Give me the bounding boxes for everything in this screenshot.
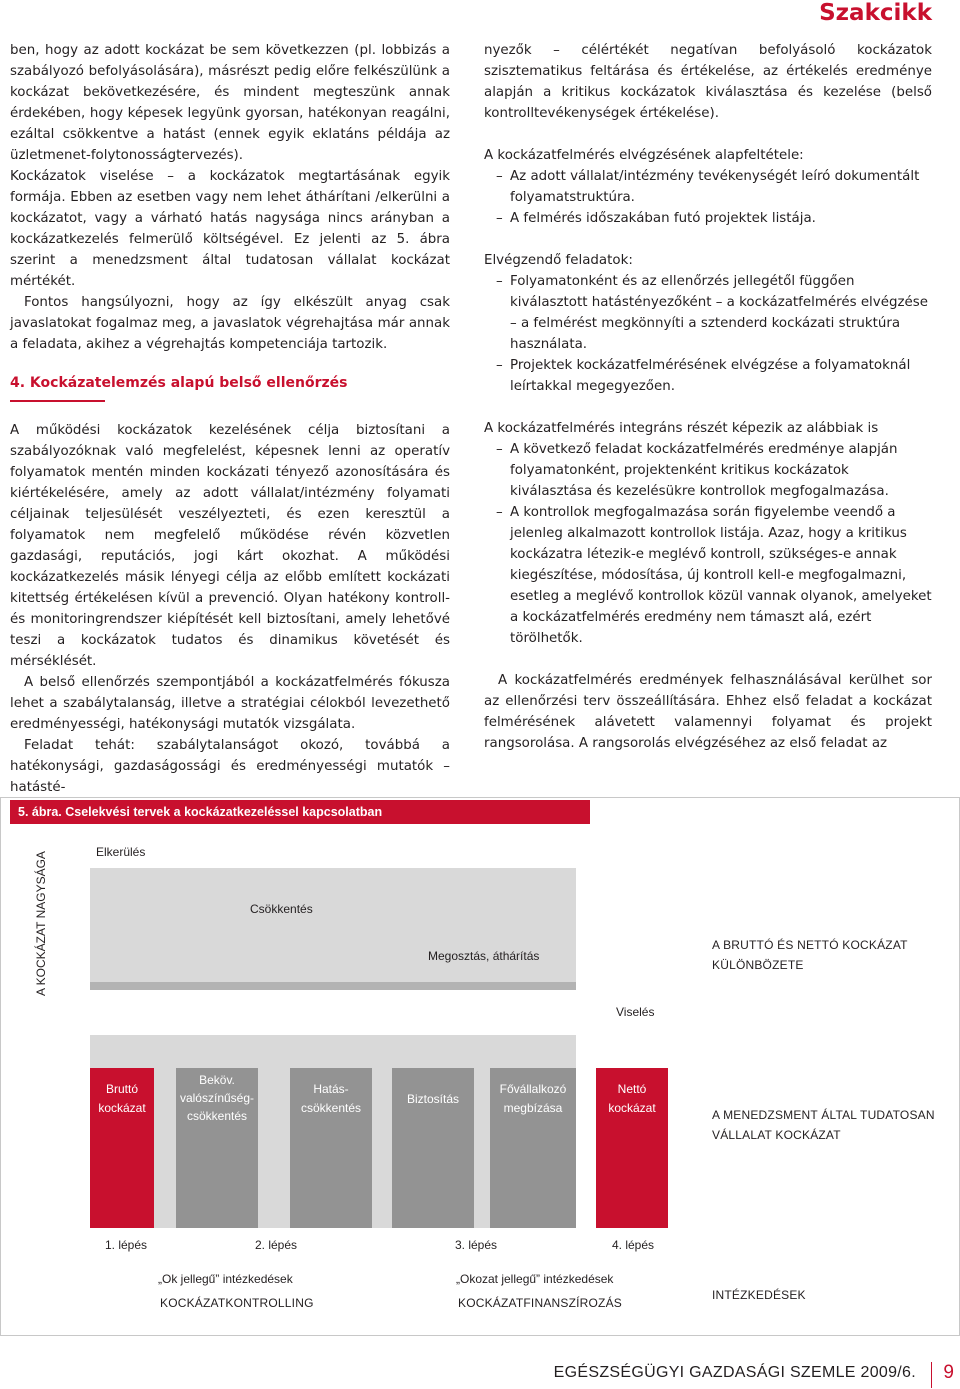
step-text: kockázat bbox=[608, 1101, 656, 1115]
list-item-text: A felmérés időszakában futó projektek listája. bbox=[510, 211, 816, 226]
label-accepted-line2: VÁLLALAT KOCKÁZAT bbox=[712, 1128, 841, 1142]
dash-mark: – bbox=[496, 274, 503, 289]
section-tag: Szakcikk bbox=[819, 0, 932, 26]
list1-intro: A kockázatfelmérés elvégzésének alapfeltétele: bbox=[484, 148, 804, 163]
left-paragraph-2: Kockázatok viselése – a kockázatok megtartásának egyik formája. Ebben az esetben vagy nem lehet áthárítani /elkerülni a kockázatot, vagy a várható hatás nagysága nincs arányban a kockázatkezelés felmerülő költségével. Ez jelenti az 5. ábra szerint a menedzsment által tudatosan vállalat kockázat mértékét. bbox=[10, 169, 450, 289]
level-label-viseles: Viselés bbox=[616, 1005, 655, 1019]
label-accepted-line1: A MENEDZSMENT ÁLTAL TUDATOSAN bbox=[712, 1108, 935, 1122]
phase-label-4: 4. lépés bbox=[612, 1238, 655, 1252]
list-item bbox=[484, 439, 932, 502]
level-label-csokkentes: Csökkentés bbox=[250, 902, 313, 916]
left-paragraph-5: A belső ellenőrzés szempontjából a kockázatfelmérés fókusza lehet a szabálytalanság, illetve a stratégiai célokból levezethető eredményességi, hatékonysági mutatók vizsgálata. bbox=[10, 675, 450, 732]
figure-title: 5. ábra. Cselekvési tervek a kockázatkezeléssel kapcsolatban bbox=[10, 800, 590, 824]
level-bar-megosztas bbox=[90, 982, 576, 990]
label-measures: INTÉZKEDÉSEK bbox=[712, 1288, 806, 1302]
step-text: csökkentés bbox=[300, 1101, 362, 1115]
dash-mark: – bbox=[496, 211, 503, 226]
dash-mark: – bbox=[496, 358, 503, 373]
list-item-text: Folyamatonként és az ellenőrzés jellegétől függően kiválasztott hatástényezőként – a kockázatfelmérés elvégzése – a felmérést megkönnyíti a sztenderd kockázati struktúra használata. bbox=[510, 274, 928, 352]
step-text: Bruttó bbox=[105, 1082, 138, 1096]
list3 bbox=[484, 439, 932, 649]
list-item bbox=[484, 502, 932, 649]
step-text: Biztosítás bbox=[406, 1092, 460, 1106]
left-paragraph-4: A működési kockázatok kezelésének célja biztosítani a szabályozóknak való megfelelést, képesnek lenni az operatív folyamatok mentén minden kockázati tényező azonosítására és kiértékelésére, amely az adott vállalat/intézmény folyamati céljainak teljesülését veszélyezteti, és ezen keresztül a folyamatok nem megfelelő működése révén közvetlen gazdasági, reputációs, jogi kárt okozhat. A működési kockázatkezelés másik lényegi célja az előbb említett kockázati kitettség értékelésen kívül a prevenció. Olyan hatékony kontroll- és monitoringrendszer kiépítését kell biztosítani, amely lehetővé teszi a kockázatok tudatos és dinamikus követését és mérséklését. bbox=[10, 423, 450, 669]
step-label-contractor bbox=[490, 1080, 576, 1118]
step-label-net bbox=[596, 1080, 668, 1118]
page-footer bbox=[0, 1362, 960, 1384]
level-label-megosztas: Megosztás, áthárítás bbox=[428, 949, 540, 963]
list-item-text: Az adott vállalat/intézmény tevékenységét leíró dokumentált folyamatstruktúra. bbox=[510, 169, 920, 205]
section-heading: 4. Kockázatelemzés alapú belső ellenőrzés bbox=[10, 375, 348, 391]
phase-label-3: 3. lépés bbox=[455, 1238, 498, 1252]
step-text: Fővállalkozó bbox=[499, 1082, 567, 1096]
list-item bbox=[484, 271, 932, 355]
list2 bbox=[484, 271, 932, 397]
step-text: megbízása bbox=[503, 1101, 563, 1115]
list-item bbox=[484, 208, 932, 229]
label-cause-measures: „Ok jellegű” intézkedések bbox=[158, 1272, 293, 1286]
step-text: kockázat bbox=[98, 1101, 146, 1115]
label-effect-measures: „Okozat jellegű” intézkedések bbox=[456, 1272, 614, 1286]
step-label-gross bbox=[90, 1080, 154, 1118]
dash-mark: – bbox=[496, 442, 503, 457]
list3-intro: A kockázatfelmérés integráns részét képezik az alábbiak is bbox=[484, 421, 879, 436]
level-area bbox=[90, 876, 576, 982]
left-paragraph-3: Fontos hangsúlyozni, hogy az így elkészült anyag csak javaslatokat fogalmaz meg, a javaslatok végrehajtása már annak a feladata, akihez a végrehajtás kompetenciája tartozik. bbox=[10, 295, 450, 352]
step-label-impact bbox=[290, 1080, 372, 1118]
list2-intro: Elvégzendő feladatok: bbox=[484, 253, 633, 268]
phase-label-1: 1. lépés bbox=[105, 1238, 148, 1252]
level-label-elkerules: Elkerülés bbox=[96, 845, 146, 859]
label-difference-line1: A BRUTTÓ ÉS NETTÓ KOCKÁZAT bbox=[712, 938, 908, 952]
list-item bbox=[484, 355, 932, 397]
step-label-insurance bbox=[392, 1090, 474, 1109]
list-item-text: Projektek kockázatfelmérésének elvégzése a folyamatoknál leírtakkal megegyezően. bbox=[510, 358, 911, 394]
step-label-probability bbox=[176, 1071, 258, 1125]
step-text: csökkentés bbox=[186, 1109, 248, 1123]
page-number: 9 bbox=[943, 1362, 954, 1383]
label-difference-line2: KÜLÖNBÖZETE bbox=[712, 958, 804, 972]
step-text: valószínűség- bbox=[179, 1091, 255, 1105]
y-axis-label: A KOCKÁZAT NAGYSÁGA bbox=[34, 851, 48, 996]
label-risk-financing: KOCKÁZATFINANSZÍROZÁS bbox=[458, 1296, 622, 1310]
right-paragraph-last: A kockázatfelmérés eredmények felhasználásával kerülhet sor az ellenőrzési terv összeállítására. Ehhez első feladat a kockázat felmérésének alávetett valamennyi folyamat és projekt rangsorolása. A rangsorolás elvégzéséhez az első feladat az bbox=[484, 673, 932, 751]
footer-divider bbox=[931, 1362, 932, 1388]
list-item-text: A kontrollok megfogalmazása során figyelembe veendő a jelenleg alkalmazott kontrollok listája. Azaz, hogy a kritikus kockázatra létezik-e meglévő kontroll, szükséges-e annak kiegészítése, módosítása, új kontroll kell-e megfogalmazni, esetleg a meglévő kontrollok közül vannak olyanok, amelyeket a kockázatfelmérés eredmény nem támaszt alá, ezért törölhetők. bbox=[510, 505, 932, 646]
left-paragraph-6: Feladat tehát: szabálytalanságot okozó, továbbá a hatékonysági, gazdaságossági és eredményességi mutatók – hatásté- bbox=[10, 738, 450, 795]
step-text: Hatás- bbox=[313, 1082, 349, 1096]
right-column bbox=[484, 40, 932, 754]
right-paragraph-1: nyezők – célértékét negatívan befolyásoló kockázatok szisztematikus feltárása és értékelése, az értékelés eredménye alapján a kritikus kockázatok kiválasztása és kezelése (belső kontrolltevékenységek értékelése). bbox=[484, 43, 932, 121]
section-heading-rule bbox=[10, 400, 105, 402]
left-paragraph-1: ben, hogy az adott kockázat be sem következzen (pl. lobbizás a szabályozó befolyásolására), másrészt pedig előre felkészülünk a kockázat bekövetkezésére, és mindent megteszünk annak érdekében, hogy képesek legyünk gyorsan, hatékonyan reagálni, ezáltal csökkentve a hatást (ennek egyik eklatáns példája az üzletmenet-folytonosságtervezés). bbox=[10, 43, 450, 163]
dash-mark: – bbox=[496, 169, 503, 184]
left-column bbox=[10, 40, 450, 798]
journal-name: EGÉSZSÉGÜGYI GAZDASÁGI SZEMLE 2009/6. bbox=[553, 1364, 916, 1381]
step-text: Beköv. bbox=[199, 1073, 235, 1087]
label-risk-controlling: KOCKÁZATKONTROLLING bbox=[160, 1296, 314, 1310]
list1 bbox=[484, 166, 932, 229]
level-bar-elkerules bbox=[90, 868, 576, 876]
phase-label-2: 2. lépés bbox=[255, 1238, 298, 1252]
step-text: Nettó bbox=[617, 1082, 647, 1096]
list-item-text: A következő feladat kockázatfelmérés eredménye alapján folyamatonként, projektenként kritikus kockázatok kiválasztása és kezelésükre kontrollok megfogalmazása. bbox=[510, 442, 898, 499]
dash-mark: – bbox=[496, 505, 503, 520]
list-item bbox=[484, 166, 932, 208]
